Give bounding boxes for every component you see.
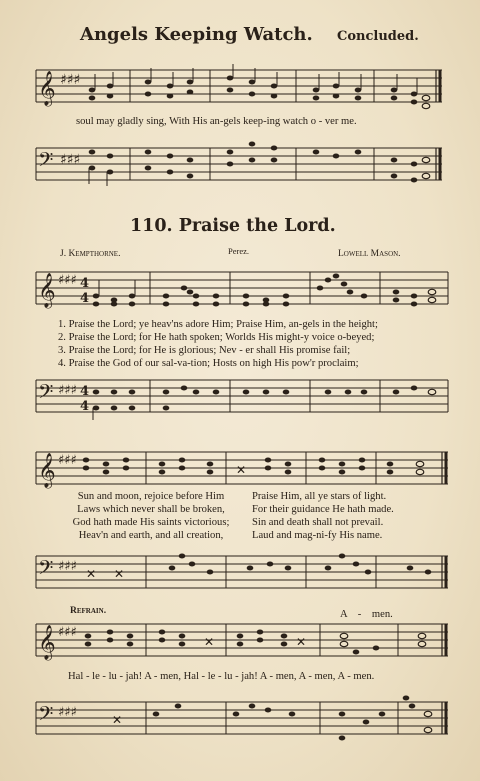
sharp-icon: ♯♯♯ xyxy=(58,383,77,398)
treble-clef-icon: 𝄞 xyxy=(38,453,56,488)
svg-text:4: 4 xyxy=(80,399,90,414)
verses-block2-left xyxy=(56,490,246,542)
verses-block1 xyxy=(58,318,378,370)
system2-bass-staff xyxy=(30,548,450,598)
verse-line: Laws which never shall be broken, xyxy=(77,504,225,515)
refrain-amen-upper: A - men. xyxy=(340,609,393,620)
concluded-lyric: soul may gladly sing, With His an-gels keep-ing watch o - ver me. xyxy=(76,116,357,127)
page-title: Angels Keeping Watch. xyxy=(80,24,313,45)
hymn-tune: Perez. xyxy=(228,246,250,256)
sharp-icon: ♯♯♯ xyxy=(60,72,81,88)
svg-text:4: 4 xyxy=(80,384,90,399)
concluded-treble-staff xyxy=(30,62,450,112)
bass-clef-icon: 𝄢 xyxy=(38,556,54,584)
rest-icon: ✕ xyxy=(86,567,97,581)
sharp-icon: ♯♯♯ xyxy=(58,705,77,720)
system1-bass-staff xyxy=(30,372,450,422)
bass-clef-icon: 𝄢 xyxy=(38,380,54,408)
verse-line: Sin and death shall not prevail. xyxy=(252,517,384,528)
verse-line: For their guidance He hath made. xyxy=(252,504,394,515)
refrain-label: Refrain. xyxy=(70,606,107,616)
system2-treble-staff xyxy=(30,444,450,494)
sharp-icon: ♯♯♯ xyxy=(58,453,77,468)
system1-treble-staff xyxy=(30,264,450,314)
svg-text:4: 4 xyxy=(80,291,90,306)
hymn-composer: Lowell Mason. xyxy=(338,249,401,259)
verse-line: God hath made His saints victorious; xyxy=(72,517,230,528)
verse-line: Praise Him, all ye stars of light. xyxy=(252,491,387,502)
refrain-lyric: Hal - le - lu - jah! A - men, Hal - le - lu - jah! A - men, A - men, A - men. xyxy=(68,671,375,682)
hymn-author: J. Kempthorne. xyxy=(60,249,121,259)
verse-line: 4. Praise the God of our sal-va-tion; Hosts on high His pow'r proclaim; xyxy=(58,358,359,369)
treble-clef-icon: 𝄞 xyxy=(38,273,56,308)
rest-icon: ✕ xyxy=(114,567,125,581)
refrain-treble-staff xyxy=(30,616,450,666)
title-suffix: Concluded. xyxy=(337,29,419,44)
verse-line: 3. Praise the Lord; for He is glorious; Nev - er shall His promise fail; xyxy=(58,345,351,356)
verse-line: 2. Praise the Lord; for He hath spoken; Worlds His might-y voice o-beyed; xyxy=(58,332,375,343)
refrain-bass-staff xyxy=(30,694,450,750)
rest-icon: ✕ xyxy=(296,635,307,649)
sharp-icon: ♯♯♯ xyxy=(60,152,81,168)
rest-icon: ✕ xyxy=(112,713,123,727)
rest-icon: ✕ xyxy=(236,463,247,477)
verses-block2-right xyxy=(252,490,394,542)
verse-line: Heav'n and earth, and all creation, xyxy=(78,530,224,541)
sharp-icon: ♯♯♯ xyxy=(58,625,77,640)
rest-icon: ✕ xyxy=(204,635,215,649)
concluded-bass-staff xyxy=(30,140,450,190)
bass-clef-icon: 𝄢 xyxy=(38,148,54,176)
svg-text:4: 4 xyxy=(80,276,90,291)
verse-line: Sun and moon, rejoice before Him xyxy=(77,491,225,502)
treble-clef-icon: 𝄞 xyxy=(38,71,56,106)
treble-clef-icon: 𝄞 xyxy=(38,625,56,660)
sharp-icon: ♯♯♯ xyxy=(58,273,77,288)
bass-clef-icon: 𝄢 xyxy=(38,702,54,730)
sharp-icon: ♯♯♯ xyxy=(58,559,77,574)
verse-line: 1. Praise the Lord; ye heav'ns adore Him; Praise Him, an-gels in the height; xyxy=(58,319,378,330)
verse-line: Laud and mag-ni-fy His name. xyxy=(252,530,383,541)
hymn-title: 110. Praise the Lord. xyxy=(130,216,336,236)
